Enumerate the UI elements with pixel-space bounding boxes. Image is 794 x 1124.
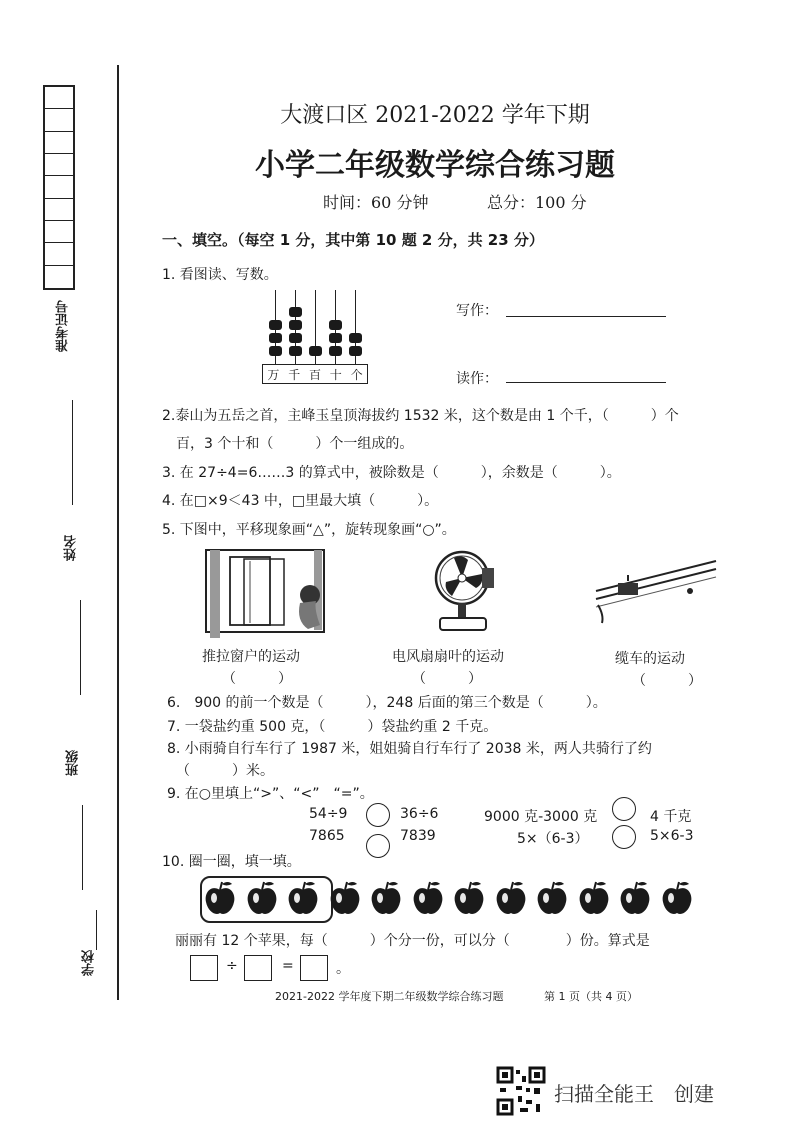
caption-cable-car: 缆车的运动 [615,651,685,667]
q9-text: 9. 在○里填上“>”、“<” “=”。 [167,786,374,802]
q4-text: 4. 在□×9＜43 中，□里最大填（ ）。 [162,493,439,509]
q10-text: 10. 圈一圈，填一填。 [162,854,301,870]
answer-window[interactable]: （ ） [222,671,292,687]
abacus-label-bai: 百 [308,367,321,382]
apple-icon [246,880,278,916]
q9-c-circle[interactable] [366,834,390,858]
q9-c-right: 7839 [400,828,436,844]
binding-line [117,65,119,1000]
q9-d-left: 5×（6-3） [517,831,589,847]
q10-div-sign: ÷ [226,958,238,974]
q5-text: 5. 下图中，平移现象画“△”，旋转现象画“○”。 [162,522,456,538]
cable-car-image [594,555,719,625]
qr-code-icon [496,1066,546,1116]
header-line1: 大渡口区 2021-2022 学年下期 [280,103,590,128]
class-line [82,805,84,890]
apple-icon [661,880,693,916]
page-title: 小学二年级数学综合练习题 [255,148,615,183]
exam-time: 时间：60 分钟 [323,193,429,212]
q9-a-right: 36÷6 [400,806,439,822]
apple-icon [536,880,568,916]
q9-b-right: 4 千克 [650,809,692,825]
apple-icon [329,880,361,916]
apple-icon [287,880,319,916]
section-heading: 一、填空。（每空 1 分，其中第 10 题 2 分，共 23 分） [162,231,544,249]
exam-number-label: 准考证号 [56,300,71,352]
q10-end-mark: 。 [336,961,350,977]
q1-write-blank[interactable] [506,316,666,317]
apple-icon [370,880,402,916]
q7-text: 7. 一袋盐约重 500 克，（ ）袋盐约重 2 千克。 [167,719,498,735]
q2-line1: 2.泰山为五岳之首，主峰玉皇顶海拔约 1532 米，这个数是由 1 个千，（ ）个 [162,408,679,424]
page-number: 第 1 页（共 4 页） [544,990,638,1003]
abacus [262,288,370,388]
q10-quotient-box[interactable] [300,955,328,981]
caption-window: 推拉窗户的运动 [202,649,300,665]
q1-read-label: 读作： [456,371,498,387]
name-line [80,600,82,695]
caption-fan: 电风扇扇叶的运动 [392,649,504,665]
exam-number-line [72,400,74,505]
apple-icon [453,880,485,916]
q9-b-circle[interactable] [612,797,636,821]
q9-a-left: 54÷9 [309,806,348,822]
q6-text: 6. 900 的前一个数是（ ），248 后面的第三个数是（ ）。 [167,695,607,711]
answer-fan[interactable]: （ ） [412,671,482,687]
school-label: 学校 [82,950,97,976]
abacus-label-shi: 十 [329,367,342,382]
fan-image [424,548,504,633]
footer-title: 2021-2022 学年度下期二年级数学综合练习题 [275,990,504,1003]
window-image [196,545,336,645]
q3-text: 3. 在 27÷4=6……3 的算式中，被除数是（ ），余数是（ ）。 [162,465,621,481]
apple-icon [619,880,651,916]
q9-c-left: 7865 [309,828,345,844]
abacus-label-wan: 万 [267,367,280,382]
q9-a-circle[interactable] [366,803,390,827]
q10-dividend-box[interactable] [190,955,218,981]
q9-d-circle[interactable] [612,825,636,849]
answer-cable-car[interactable]: （ ） [632,673,702,689]
q10-sentence: 丽丽有 12 个苹果，每（ ）个分一份，可以分（ ）份。算式是 [175,933,650,949]
q1-text: 1. 看图读、写数。 [162,267,278,283]
apple-icon [495,880,527,916]
scanner-watermark: 扫描全能王 创建 [554,1082,714,1106]
q2-line2: 百，3 个十和（ ）个一组成的。 [176,436,414,452]
class-label: 班级 [66,750,81,776]
q10-eq-sign: = [282,958,294,974]
name-label: 姓名 [64,535,79,561]
q9-b-left: 9000 克-3000 克 [484,809,598,825]
total-score: 总分：100 分 [487,193,587,212]
apple-icon [204,880,236,916]
abacus-label-qian: 千 [288,367,301,382]
apple-icon [412,880,444,916]
q1-read-blank[interactable] [506,382,666,383]
q8-line2: （ ）米。 [176,763,274,779]
q1-write-label: 写作： [456,303,498,319]
abacus-label-ge: 个 [350,367,363,382]
q9-d-right: 5×6-3 [650,828,694,844]
q8-line1: 8. 小雨骑自行车行了 1987 米，姐姐骑自行车行了 2038 米，两人共骑行了约 [167,741,652,757]
school-line [96,910,98,950]
q10-divisor-box[interactable] [244,955,272,981]
apple-icon [578,880,610,916]
